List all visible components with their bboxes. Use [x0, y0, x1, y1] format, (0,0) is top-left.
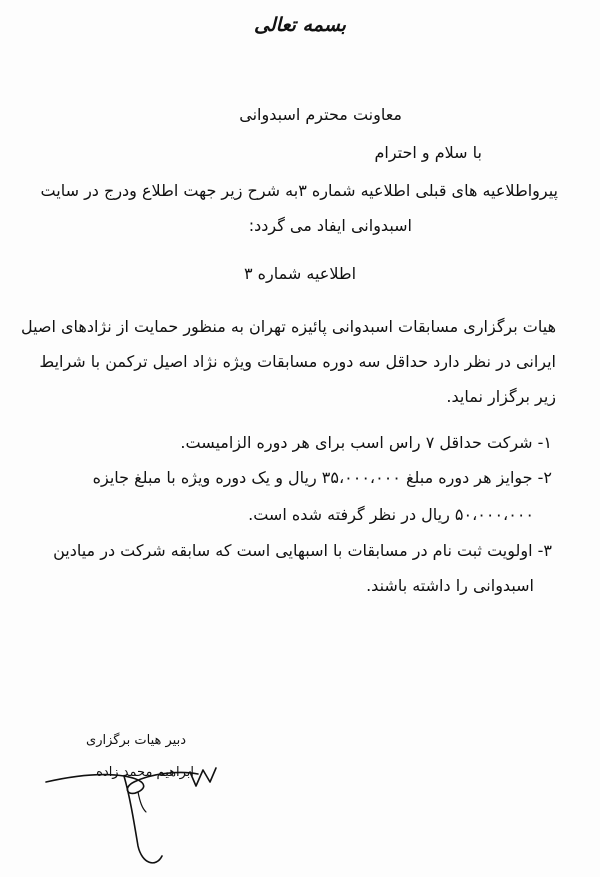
body-line-2: ایرانی در نظر دارد حداقل سه دوره مسابقات ویژه نژاد اصیل ترکمن با شرایط	[39, 352, 556, 371]
recipient-line: معاونت محترم اسبدوانی	[239, 105, 402, 124]
list-item-1-line-1: ۱- شرکت حداقل ۷ راس اسب برای هر دوره الزامیست.	[180, 433, 552, 452]
document-title: بسمه تعالی	[254, 14, 346, 36]
list-item-2-line-1: ۲- جوایز هر دوره مبلغ ۳۵،۰۰۰،۰۰۰ ریال و یک دوره ویژه با مبلغ جایزه	[92, 468, 552, 487]
list-item-3-line-2: اسبدوانی را داشته باشند.	[366, 576, 534, 595]
list-item-2-line-2: ۵۰،۰۰۰،۰۰۰ ریال در نظر گرفته شده است.	[248, 505, 534, 524]
notice-heading: اطلاعیه شماره ۳	[243, 264, 357, 283]
signature-position-title: دبیر هیات برگزاری	[86, 733, 186, 748]
handwritten-signature	[38, 752, 238, 872]
greeting-line: با سلام و احترام	[374, 143, 482, 162]
body-line-1: هیات برگزاری مسابقات اسبدوانی پائیزه تهران به منظور حمایت از نژادهای اصیل	[20, 317, 556, 336]
list-item-3-line-1: ۳- اولویت ثبت نام در مسابقات با اسبهایی است که سابقه شرکت در میادین	[53, 541, 552, 560]
intro-line-2: اسبدوانی ایفاد می گردد:	[248, 216, 412, 235]
signature-name: ابراهیم محمد زاده	[96, 765, 194, 780]
body-line-3: زیر برگزار نماید.	[446, 387, 556, 406]
intro-line-1: پیرواطلاعیه های قبلی اطلاعیه شماره ۳به شرح زیر جهت اطلاع ودرج در سایت	[40, 181, 558, 200]
